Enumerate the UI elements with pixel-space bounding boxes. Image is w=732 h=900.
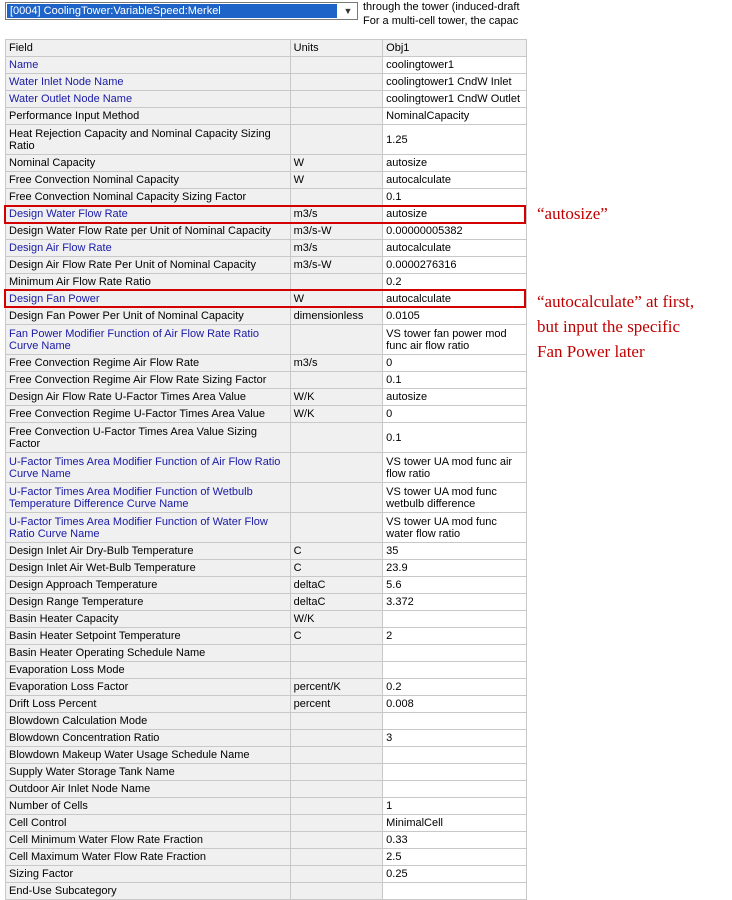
field-name-cell[interactable]: Design Air Flow Rate U-Factor Times Area Value bbox=[6, 389, 291, 406]
table-row bbox=[6, 883, 527, 900]
value-cell[interactable]: 3.372 bbox=[383, 594, 527, 611]
units-cell bbox=[290, 662, 383, 679]
object-field-grid bbox=[5, 39, 527, 900]
units-cell: W bbox=[290, 155, 383, 172]
table-row bbox=[6, 730, 527, 747]
value-cell[interactable]: 0.00000005382 bbox=[383, 223, 527, 240]
field-name-cell[interactable]: Blowdown Makeup Water Usage Schedule Name bbox=[6, 747, 291, 764]
value-cell[interactable] bbox=[383, 645, 527, 662]
field-name-cell[interactable]: Supply Water Storage Tank Name bbox=[6, 764, 291, 781]
units-cell bbox=[290, 832, 383, 849]
field-name-cell[interactable]: Free Convection Nominal Capacity Sizing Factor bbox=[6, 189, 291, 206]
table-row bbox=[6, 389, 527, 406]
units-cell bbox=[290, 91, 383, 108]
field-name-cell[interactable]: Fan Power Modifier Function of Air Flow Rate Ratio Curve Name bbox=[6, 325, 291, 355]
table-row bbox=[6, 189, 527, 206]
units-cell bbox=[290, 74, 383, 91]
field-name-cell[interactable]: Free Convection Nominal Capacity bbox=[6, 172, 291, 189]
field-name-cell[interactable]: Design Water Flow Rate per Unit of Nominal Capacity bbox=[6, 223, 291, 240]
value-cell[interactable]: 2 bbox=[383, 628, 527, 645]
grid-header-row bbox=[6, 40, 527, 57]
table-row bbox=[6, 355, 527, 372]
table-row bbox=[6, 781, 527, 798]
field-name-cell[interactable]: Water Inlet Node Name bbox=[6, 74, 291, 91]
field-name-cell[interactable]: Free Convection Regime Air Flow Rate Sizing Factor bbox=[6, 372, 291, 389]
value-cell[interactable]: 1 bbox=[383, 798, 527, 815]
annotation-line: but input the specific bbox=[537, 317, 681, 336]
field-name-cell[interactable]: Cell Minimum Water Flow Rate Fraction bbox=[6, 832, 291, 849]
units-cell: W/K bbox=[290, 406, 383, 423]
value-cell[interactable]: VS tower UA mod func air flow ratio bbox=[383, 453, 527, 483]
units-cell bbox=[290, 513, 383, 543]
units-cell bbox=[290, 866, 383, 883]
field-name-cell[interactable]: Design Range Temperature bbox=[6, 594, 291, 611]
value-cell[interactable]: 0.25 bbox=[383, 866, 527, 883]
field-name-cell[interactable]: Number of Cells bbox=[6, 798, 291, 815]
units-cell bbox=[290, 372, 383, 389]
value-cell[interactable]: 0.1 bbox=[383, 423, 527, 453]
field-name-cell[interactable]: Design Inlet Air Wet-Bulb Temperature bbox=[6, 560, 291, 577]
units-cell bbox=[290, 798, 383, 815]
units-cell: C bbox=[290, 560, 383, 577]
table-row bbox=[6, 815, 527, 832]
field-name-cell[interactable]: Basin Heater Setpoint Temperature bbox=[6, 628, 291, 645]
table-row bbox=[6, 713, 527, 730]
table-row bbox=[6, 645, 527, 662]
table-row bbox=[6, 74, 527, 91]
table-row bbox=[6, 662, 527, 679]
units-cell: W bbox=[290, 291, 383, 308]
table-row bbox=[6, 57, 527, 74]
field-name-cell[interactable]: Blowdown Concentration Ratio bbox=[6, 730, 291, 747]
value-cell[interactable]: 0.1 bbox=[383, 372, 527, 389]
field-name-cell[interactable]: Water Outlet Node Name bbox=[6, 91, 291, 108]
value-cell[interactable]: VS tower UA mod func wetbulb difference bbox=[383, 483, 527, 513]
field-name-cell[interactable]: Design Fan Power Per Unit of Nominal Capacity bbox=[6, 308, 291, 325]
units-cell: C bbox=[290, 543, 383, 560]
table-row bbox=[6, 679, 527, 696]
highlight-design-fan-power bbox=[4, 289, 526, 308]
units-cell bbox=[290, 57, 383, 74]
table-row bbox=[6, 172, 527, 189]
field-name-cell[interactable]: Basin Heater Operating Schedule Name bbox=[6, 645, 291, 662]
units-cell: m3/s bbox=[290, 355, 383, 372]
value-cell[interactable]: 5.6 bbox=[383, 577, 527, 594]
field-name-cell[interactable]: U-Factor Times Area Modifier Function of Air Flow Ratio Curve Name bbox=[6, 453, 291, 483]
column-header-field[interactable]: Field bbox=[6, 40, 291, 57]
table-row bbox=[6, 628, 527, 645]
units-cell bbox=[290, 781, 383, 798]
units-cell bbox=[290, 125, 383, 155]
value-cell[interactable]: NominalCapacity bbox=[383, 108, 527, 125]
field-name-cell[interactable]: Performance Input Method bbox=[6, 108, 291, 125]
table-row bbox=[6, 577, 527, 594]
value-cell[interactable]: 1.25 bbox=[383, 125, 527, 155]
table-row bbox=[6, 866, 527, 883]
value-cell[interactable]: autosize bbox=[383, 389, 527, 406]
table-row bbox=[6, 125, 527, 155]
units-cell bbox=[290, 325, 383, 355]
value-cell[interactable]: 0 bbox=[383, 406, 527, 423]
value-cell[interactable]: 0.0105 bbox=[383, 308, 527, 325]
field-name-cell[interactable]: Minimum Air Flow Rate Ratio bbox=[6, 274, 291, 291]
value-cell[interactable]: 0.0000276316 bbox=[383, 257, 527, 274]
field-name-cell[interactable]: Sizing Factor bbox=[6, 866, 291, 883]
units-cell: percent/K bbox=[290, 679, 383, 696]
value-cell[interactable] bbox=[383, 713, 527, 730]
field-name-cell[interactable]: Evaporation Loss Factor bbox=[6, 679, 291, 696]
units-cell: deltaC bbox=[290, 594, 383, 611]
table-row bbox=[6, 611, 527, 628]
units-cell bbox=[290, 189, 383, 206]
value-cell[interactable]: autocalculate bbox=[383, 240, 527, 257]
units-cell: W/K bbox=[290, 611, 383, 628]
field-name-cell[interactable]: Blowdown Calculation Mode bbox=[6, 713, 291, 730]
object-selector-dropdown[interactable] bbox=[5, 2, 358, 20]
value-cell[interactable]: autosize bbox=[383, 206, 527, 223]
table-row bbox=[6, 483, 527, 513]
column-header-obj1[interactable]: Obj1 bbox=[383, 40, 527, 57]
table-row bbox=[6, 155, 527, 172]
table-row bbox=[6, 274, 527, 291]
table-row bbox=[6, 91, 527, 108]
units-cell: W/K bbox=[290, 389, 383, 406]
column-header-units[interactable]: Units bbox=[290, 40, 383, 57]
units-cell bbox=[290, 883, 383, 900]
value-cell[interactable]: 3 bbox=[383, 730, 527, 747]
table-row bbox=[6, 849, 527, 866]
value-cell[interactable]: 2.5 bbox=[383, 849, 527, 866]
description-line: For a multi-cell tower, the capac bbox=[363, 15, 519, 27]
units-cell bbox=[290, 108, 383, 125]
units-cell: m3/s bbox=[290, 240, 383, 257]
field-name-cell[interactable]: Design Air Flow Rate Per Unit of Nominal Capacity bbox=[6, 257, 291, 274]
units-cell bbox=[290, 815, 383, 832]
chevron-down-icon[interactable]: ▼ bbox=[343, 6, 353, 16]
field-name-cell[interactable]: U-Factor Times Area Modifier Function of Water Flow Ratio Curve Name bbox=[6, 513, 291, 543]
value-cell[interactable]: autocalculate bbox=[383, 291, 527, 308]
table-row bbox=[6, 560, 527, 577]
table-row bbox=[6, 832, 527, 849]
value-cell[interactable] bbox=[383, 611, 527, 628]
units-cell: dimensionless bbox=[290, 308, 383, 325]
value-cell[interactable]: autosize bbox=[383, 155, 527, 172]
units-cell: m3/s-W bbox=[290, 223, 383, 240]
units-cell: C bbox=[290, 628, 383, 645]
table-row bbox=[6, 406, 527, 423]
value-cell[interactable]: 0 bbox=[383, 355, 527, 372]
value-cell[interactable]: 0.33 bbox=[383, 832, 527, 849]
table-row bbox=[6, 423, 527, 453]
description-line: through the tower (induced-draft bbox=[363, 1, 520, 13]
annotation-fan-power bbox=[537, 289, 694, 364]
units-cell: percent bbox=[290, 696, 383, 713]
units-cell: m3/s bbox=[290, 206, 383, 223]
table-row bbox=[6, 453, 527, 483]
value-cell[interactable]: coolingtower1 CndW Inlet bbox=[383, 74, 527, 91]
selected-object[interactable]: [0004] CoolingTower:VariableSpeed:Merkel bbox=[7, 4, 337, 18]
value-cell[interactable]: 23.9 bbox=[383, 560, 527, 577]
value-cell[interactable] bbox=[383, 747, 527, 764]
units-cell bbox=[290, 453, 383, 483]
field-name-cell[interactable]: U-Factor Times Area Modifier Function of Wetbulb Temperature Difference Curve Name bbox=[6, 483, 291, 513]
units-cell bbox=[290, 483, 383, 513]
annotation-line: “autocalculate” at first, bbox=[537, 292, 695, 311]
annotation-autosize: “autosize” bbox=[537, 204, 608, 223]
units-cell: m3/s-W bbox=[290, 257, 383, 274]
field-name-cell[interactable]: Outdoor Air Inlet Node Name bbox=[6, 781, 291, 798]
table-row bbox=[6, 240, 527, 257]
field-name-cell[interactable]: Evaporation Loss Mode bbox=[6, 662, 291, 679]
table-row bbox=[6, 594, 527, 611]
units-cell bbox=[290, 730, 383, 747]
table-row bbox=[6, 108, 527, 125]
table-row bbox=[6, 747, 527, 764]
value-cell[interactable]: VS tower UA mod func water flow ratio bbox=[383, 513, 527, 543]
value-cell[interactable]: MinimalCell bbox=[383, 815, 527, 832]
value-cell[interactable]: coolingtower1 CndW Outlet bbox=[383, 91, 527, 108]
field-name-cell[interactable]: Name bbox=[6, 57, 291, 74]
field-name-cell[interactable]: Free Convection Regime U-Factor Times Area Value bbox=[6, 406, 291, 423]
highlight-design-water-flow-rate bbox=[4, 205, 526, 224]
table-row bbox=[6, 696, 527, 713]
value-cell[interactable]: 0.008 bbox=[383, 696, 527, 713]
field-name-cell[interactable]: Design Inlet Air Dry-Bulb Temperature bbox=[6, 543, 291, 560]
value-cell[interactable]: coolingtower1 bbox=[383, 57, 527, 74]
field-name-cell[interactable]: Drift Loss Percent bbox=[6, 696, 291, 713]
value-cell[interactable] bbox=[383, 883, 527, 900]
field-name-cell[interactable]: Cell Maximum Water Flow Rate Fraction bbox=[6, 849, 291, 866]
value-cell[interactable] bbox=[383, 764, 527, 781]
field-name-cell[interactable]: Cell Control bbox=[6, 815, 291, 832]
table-row bbox=[6, 308, 527, 325]
table-row bbox=[6, 543, 527, 560]
table-row bbox=[6, 223, 527, 240]
units-cell bbox=[290, 713, 383, 730]
field-name-cell[interactable]: Free Convection U-Factor Times Area Value Sizing Factor bbox=[6, 423, 291, 453]
field-name-cell[interactable]: Heat Rejection Capacity and Nominal Capacity Sizing Ratio bbox=[6, 125, 291, 155]
value-cell[interactable]: 0.1 bbox=[383, 189, 527, 206]
field-name-cell[interactable]: Nominal Capacity bbox=[6, 155, 291, 172]
field-name-cell[interactable]: Design Water Flow Rate bbox=[6, 206, 291, 223]
value-cell[interactable]: 35 bbox=[383, 543, 527, 560]
units-cell: W bbox=[290, 172, 383, 189]
table-row bbox=[6, 325, 527, 355]
field-name-cell[interactable]: End-Use Subcategory bbox=[6, 883, 291, 900]
field-name-cell[interactable]: Basin Heater Capacity bbox=[6, 611, 291, 628]
units-cell bbox=[290, 849, 383, 866]
units-cell bbox=[290, 274, 383, 291]
annotation-line: Fan Power later bbox=[537, 342, 645, 361]
field-description bbox=[363, 0, 526, 32]
units-cell bbox=[290, 747, 383, 764]
value-cell[interactable]: autocalculate bbox=[383, 172, 527, 189]
table-row bbox=[6, 798, 527, 815]
value-cell[interactable]: 0.2 bbox=[383, 274, 527, 291]
table-row bbox=[6, 372, 527, 389]
units-cell bbox=[290, 764, 383, 781]
field-name-cell[interactable]: Design Fan Power bbox=[6, 291, 291, 308]
units-cell bbox=[290, 423, 383, 453]
table-row bbox=[6, 764, 527, 781]
table-row bbox=[6, 513, 527, 543]
value-cell[interactable] bbox=[383, 662, 527, 679]
value-cell[interactable]: VS tower fan power mod func air flow ratio bbox=[383, 325, 527, 355]
value-cell[interactable]: 0.2 bbox=[383, 679, 527, 696]
field-name-cell[interactable]: Design Air Flow Rate bbox=[6, 240, 291, 257]
table-row bbox=[6, 257, 527, 274]
value-cell[interactable] bbox=[383, 781, 527, 798]
field-name-cell[interactable]: Design Approach Temperature bbox=[6, 577, 291, 594]
field-name-cell[interactable]: Free Convection Regime Air Flow Rate bbox=[6, 355, 291, 372]
units-cell bbox=[290, 645, 383, 662]
units-cell: deltaC bbox=[290, 577, 383, 594]
